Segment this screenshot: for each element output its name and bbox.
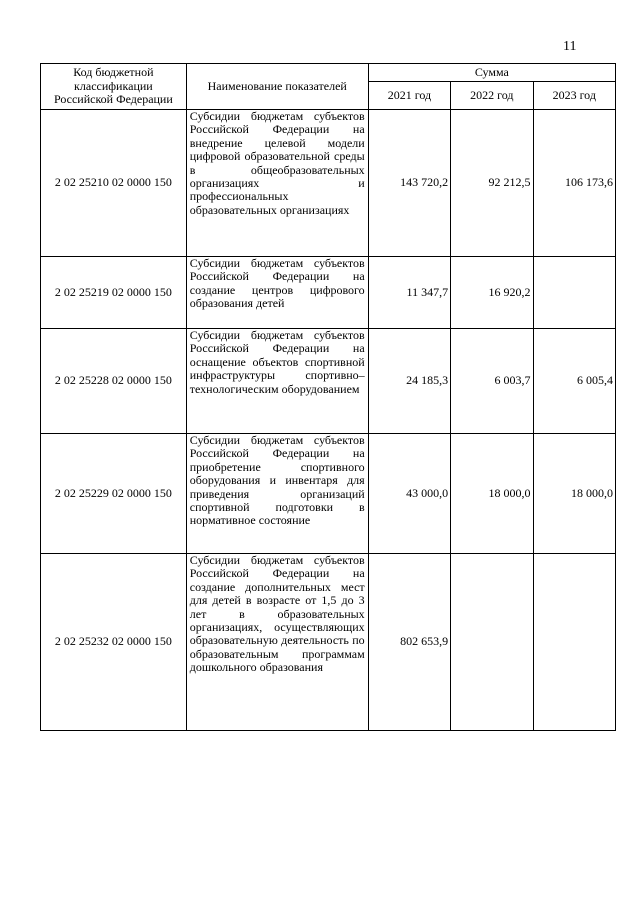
header-sum: Сумма <box>368 64 615 82</box>
row-name-text: Субсидии бюджетам субъектов Российской Федерации на приобретение спортивного оборудования и инвентаря для приведения организаций спортивной подготовки в нормативное состояние <box>189 433 365 528</box>
row-value-2023: 6 005,4 <box>533 329 615 434</box>
row-value-2023 <box>533 554 615 731</box>
row-code: 2 02 25219 02 0000 150 <box>41 257 187 329</box>
row-name-text: Субсидии бюджетам субъектов Российской Федерации на создание центров цифрового образования детей <box>189 256 365 311</box>
table-row <box>41 554 616 731</box>
header-name: Наименование показателей <box>186 64 368 110</box>
row-name-text: Субсидии бюджетам субъектов Российской Федерации на внедрение целевой модели цифровой образовательной среды в общеобразовательных организациях и профессиональных образовательных организациях <box>189 109 365 217</box>
table-row <box>41 110 616 257</box>
row-code: 2 02 25232 02 0000 150 <box>41 554 187 731</box>
row-value-2023: 106 173,6 <box>533 110 615 257</box>
row-value-2022: 6 003,7 <box>451 329 533 434</box>
row-value-2021: 143 720,2 <box>368 110 450 257</box>
row-name-text: Субсидии бюджетам субъектов Российской Федерации на оснащение объектов спортивной инфраструктуры спортивно–технологическим оборудованием <box>189 328 365 396</box>
row-value-2022: 92 212,5 <box>451 110 533 257</box>
row-value-2021: 11 347,7 <box>368 257 450 329</box>
budget-table <box>40 63 616 731</box>
row-code: 2 02 25229 02 0000 150 <box>41 434 187 554</box>
header-code: Код бюджетной классификации Российской Федерации <box>41 64 187 110</box>
row-code: 2 02 25228 02 0000 150 <box>41 329 187 434</box>
header-year-2022: 2022 год <box>451 82 533 110</box>
row-name <box>186 110 368 257</box>
row-value-2023: 18 000,0 <box>533 434 615 554</box>
row-name <box>186 554 368 731</box>
header-year-2021: 2021 год <box>368 82 450 110</box>
row-value-2022: 18 000,0 <box>451 434 533 554</box>
table-row <box>41 434 616 554</box>
table-row <box>41 329 616 434</box>
row-name <box>186 434 368 554</box>
table-row <box>41 257 616 329</box>
row-value-2022 <box>451 554 533 731</box>
row-value-2022: 16 920,2 <box>451 257 533 329</box>
row-name <box>186 257 368 329</box>
row-value-2023 <box>533 257 615 329</box>
row-code: 2 02 25210 02 0000 150 <box>41 110 187 257</box>
row-value-2021: 24 185,3 <box>368 329 450 434</box>
page-number: 11 <box>563 39 577 54</box>
row-name <box>186 329 368 434</box>
row-name-text: Субсидии бюджетам субъектов Российской Федерации на создание дополнительных мест для детей в возрасте от 1,5 до 3 лет в образовательных организациях, осуществляющих образовательную деятельность по образовательным программам дошкольного образования <box>189 553 365 675</box>
row-value-2021: 802 653,9 <box>368 554 450 731</box>
header-year-2023: 2023 год <box>533 82 615 110</box>
row-value-2021: 43 000,0 <box>368 434 450 554</box>
